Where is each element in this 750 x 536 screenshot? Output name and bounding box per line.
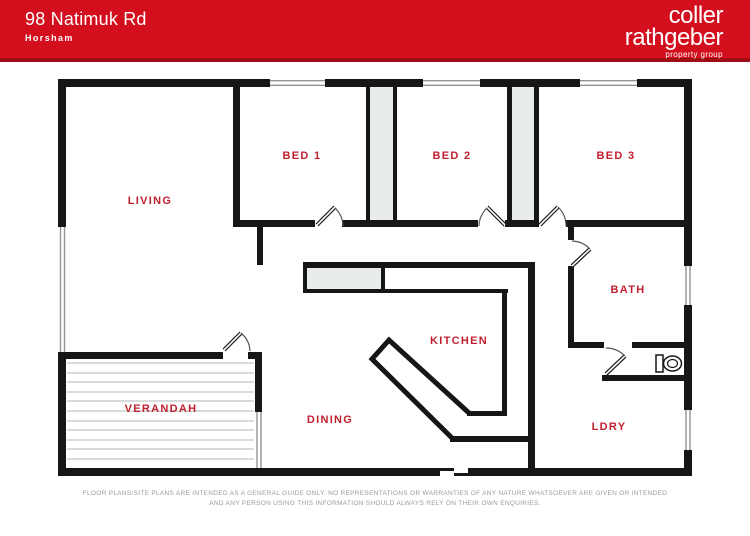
- interior-walls: [233, 86, 692, 476]
- window-right-bath: [686, 266, 690, 305]
- room-label-dining: DINING: [306, 414, 354, 426]
- disclaimer-text: [0, 489, 750, 508]
- door-bed1: [317, 207, 343, 226]
- room-label-kitchen: KITCHEN: [430, 335, 488, 347]
- door-wc: [606, 348, 625, 374]
- window-right-ldry: [686, 410, 690, 450]
- window-verandah-side: [257, 412, 261, 468]
- disclaimer-line-2: AND ANY PERSON USING THIS INFORMATION SHOULD ALWAYS RELY ON THEIR OWN ENQUIRIES.: [209, 499, 541, 507]
- property-suburb: Horsham: [25, 33, 74, 43]
- window-left-living: [61, 227, 65, 352]
- window-top-2: [423, 81, 480, 86]
- logo-word-2: rathgeber: [624, 24, 723, 51]
- room-label-bath: BATH: [610, 284, 646, 296]
- logo-tagline: property group: [665, 50, 723, 59]
- logo-word-1: coller: [668, 2, 723, 29]
- door-bed3: [540, 207, 566, 226]
- room-label-bed1: BED 1: [282, 150, 322, 162]
- room-label-bed2: BED 2: [432, 150, 472, 162]
- door-bath: [572, 241, 590, 266]
- disclaimer-line-1: FLOOR PLANS/SITE PLANS ARE INTENDED AS A GENERAL GUIDE ONLY. NO REPRESENTATIONS OR WARRANTIES OF ANY NATURE WHATSOEVER ARE GIVEN OR INTENDED: [82, 490, 668, 497]
- room-label-ldry: LDRY: [591, 421, 627, 433]
- door-verandah: [224, 333, 250, 351]
- property-address: 98 Natimuk Rd: [25, 9, 147, 29]
- door-bed2: [479, 207, 505, 226]
- room-label-living: LIVING: [127, 195, 173, 207]
- window-top-3: [580, 81, 637, 86]
- room-label-bed3: BED 3: [596, 150, 636, 162]
- window-top-1: [270, 81, 325, 86]
- toilet-icon: [656, 355, 682, 372]
- room-label-verandah: VERANDAH: [124, 403, 198, 415]
